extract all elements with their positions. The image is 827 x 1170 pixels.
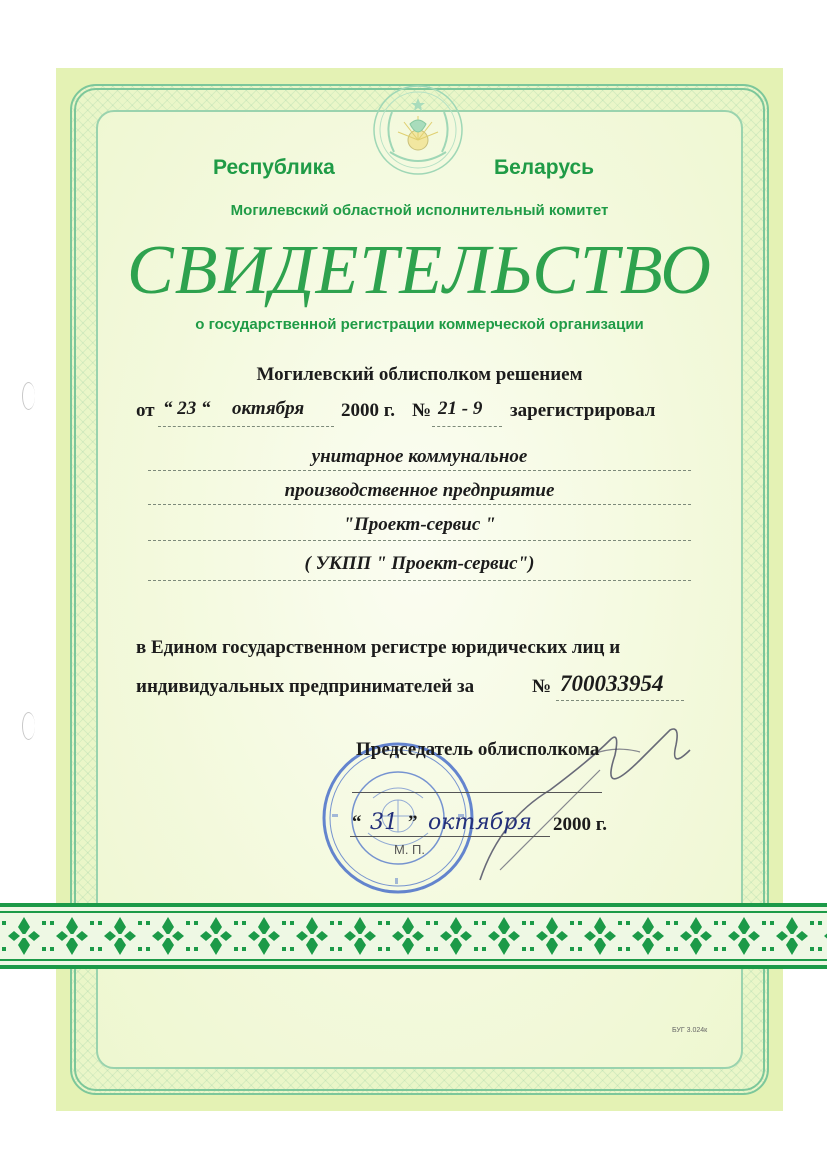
signature-date-year: 2000 г. bbox=[553, 814, 607, 835]
certificate-subtitle: о государственной регистрации коммерческой организации bbox=[195, 316, 644, 333]
decision-month: октября bbox=[232, 398, 305, 419]
registry-number-label: № bbox=[532, 676, 552, 697]
mp-label: М. П. bbox=[394, 842, 426, 857]
state-emblem-icon bbox=[370, 82, 466, 178]
signature-date-day: 31 bbox=[370, 810, 398, 835]
organization-underline-4 bbox=[148, 580, 691, 581]
decision-registered: зарегистрировал bbox=[510, 400, 656, 421]
organization-underline-2 bbox=[148, 504, 691, 505]
organization-underline-3 bbox=[148, 540, 691, 541]
belarusian-ornament-band bbox=[0, 903, 827, 969]
organization-line-2: производственное предприятие bbox=[284, 480, 555, 501]
registry-line-2: индивидуальных предпринимателей за bbox=[136, 676, 475, 697]
chairman-label: Председатель облисполкома bbox=[356, 739, 600, 760]
decision-day: “ 23 “ bbox=[163, 398, 211, 419]
committee-name: Могилевский областной исполнительный комитет bbox=[230, 202, 609, 219]
signature-date-underline bbox=[350, 836, 550, 837]
registry-line-1: в Едином государственном регистре юридических лиц и bbox=[136, 637, 621, 658]
decision-year: 2000 г. bbox=[341, 400, 395, 421]
decision-number-label: № bbox=[412, 400, 432, 421]
organization-line-3: "Проект-сервис " bbox=[343, 514, 496, 535]
registry-number: 700033954 bbox=[560, 671, 664, 696]
punch-hole bbox=[22, 712, 35, 740]
decision-line-1: Могилевский облисполком решением bbox=[256, 364, 583, 385]
republic-label-left: Республика bbox=[213, 156, 335, 179]
signature-line bbox=[352, 792, 602, 793]
organization-line-4: ( УКПП " Проект-сервис") bbox=[304, 553, 535, 574]
signature-date-month: октября bbox=[428, 810, 532, 835]
decision-date-underline bbox=[158, 426, 334, 427]
certificate-title: СВИДЕТЕЛЬСТВО bbox=[127, 232, 712, 309]
decision-from-label: от bbox=[136, 400, 155, 421]
decision-number-underline bbox=[432, 426, 502, 427]
punch-hole bbox=[22, 382, 35, 410]
decision-number: 21 - 9 bbox=[438, 398, 483, 419]
print-code: БУГ 3.024к bbox=[672, 1027, 708, 1034]
organization-line-1: унитарное коммунальное bbox=[311, 446, 528, 467]
republic-label-right: Беларусь bbox=[494, 156, 595, 179]
handwritten-signature bbox=[440, 700, 720, 910]
organization-underline-1 bbox=[148, 470, 691, 471]
